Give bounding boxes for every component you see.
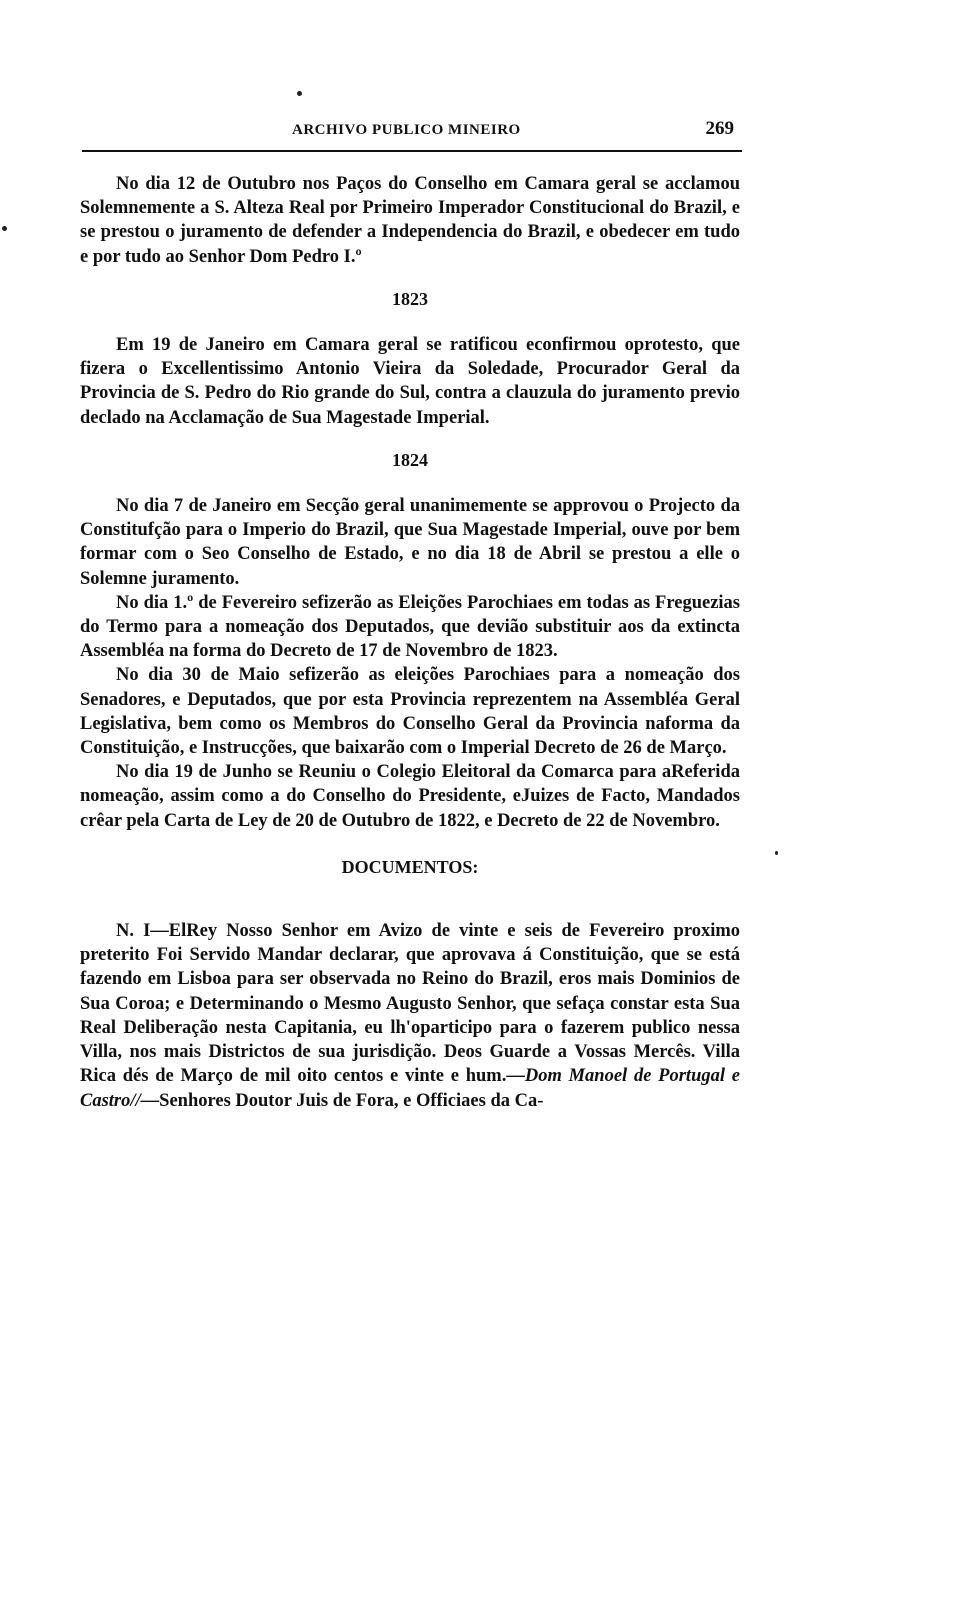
ink-speck [2,226,7,231]
year-heading-1823: 1823 [392,288,428,309]
page-number: 269 [705,118,734,139]
paragraph-acclamation: No dia 12 de Outubro nos Paços do Conselho em Camara geral se acclamou Solemnemente a S. Alteza Real por Primeiro Imperador Constitucional do Brazil, e se prestou o juramento de defender a Independencia do Brazil, e obedecer em tudo e por tudo ao Senhor Dom Pedro I.º [80,174,740,267]
paragraph-senators-election: No dia 30 de Maio sefizerão as eleições Parochiaes para a nomeação dos Senadores, e Deputados, que por esta Provincia reprezentem na Assembléa Geral Legislativa, bem como os Membros do Conselho Geral da Provincia naforma da Constituição, e Instrucções, que baixarão com o Imperial Decreto de 26 de Março. [80,665,740,759]
ink-speck [775,851,778,855]
ink-speck [297,91,302,96]
paragraph-protest: Em 19 de Janeiro em Camara geral se ratificou econfirmou oprotesto, que fizera o Excellentissimo Antonio Vieira da Soledade, Procurador Geral da Provincia de S. Pedro do Rio grande do Sul, contra a clauzula do juramento previo declado na Acclamação de Sua Magestade Imperial. [80,335,740,428]
page-body [80,172,740,1113]
paragraph-constitution: No dia 7 de Janeiro em Secção geral unanimemente se approvou o Projecto da Constitufção para o Imperio do Brazil, que Sua Magestade Imperial, ouve por bem formar com o Seo Conselho de Estado, e no dia 18 de Abril se prestou a elle o Solemne juramento. [80,496,740,589]
paragraph-electoral-college: No dia 19 de Junho se Reuniu o Colegio Eleitoral da Comarca para aReferida nomeação, assim como a do Conselho do Presidente, eJuizes de Facto, Mandados crêar pela Carta de Ley de 20 de Outubro de 1822, e Decreto de 22 de Novembro. [80,762,740,831]
documents-heading: DOCUMENTOS: [341,856,479,877]
document-1-signature: Dom Manoel de Portugal e Castro// [80,1066,740,1111]
header-rule [82,150,742,152]
document-1-addressees: —Senhores Doutor Juis de Fora, e Officiaes da Ca- [140,1090,544,1111]
running-title: ARCHIVO PUBLICO MINEIRO [292,122,521,138]
year-heading-1824: 1824 [392,449,428,470]
running-head [82,118,742,144]
paragraph-parochial-elections: No dia 1.º de Fevereiro sefizerão as Eleições Parochiaes em todas as Freguezias do Termo para a nomeação dos Deputados, que devião substituir aos da extincta Assembléa na forma do Decreto de 17 de Novembro de 1823. [80,592,740,662]
document-1-text: N. I—ElRey Nosso Senhor em Avizo de vinte e seis de Fevereiro proximo preterito Foi Servido Mandar declarar, que aprovava á Constituição, que se está fazendo em Lisboa para ser observada no Reino do Brazil, eros mais Dominios de Sua Coroa; e Determinando o Mesmo Augusto Senhor, que sefaça constar esta Sua Real Deliberação nesta Capitania, eu lh'oparticipo para o fazerem publico nessa Villa, nos mais Districtos de sua jurisdição. Deos Guarde a Vossas Mercês. Villa Rica dés de Março de mil oito centos e vinte e hum.— [80,921,740,1087]
paragraph-document-1 [80,919,740,1113]
